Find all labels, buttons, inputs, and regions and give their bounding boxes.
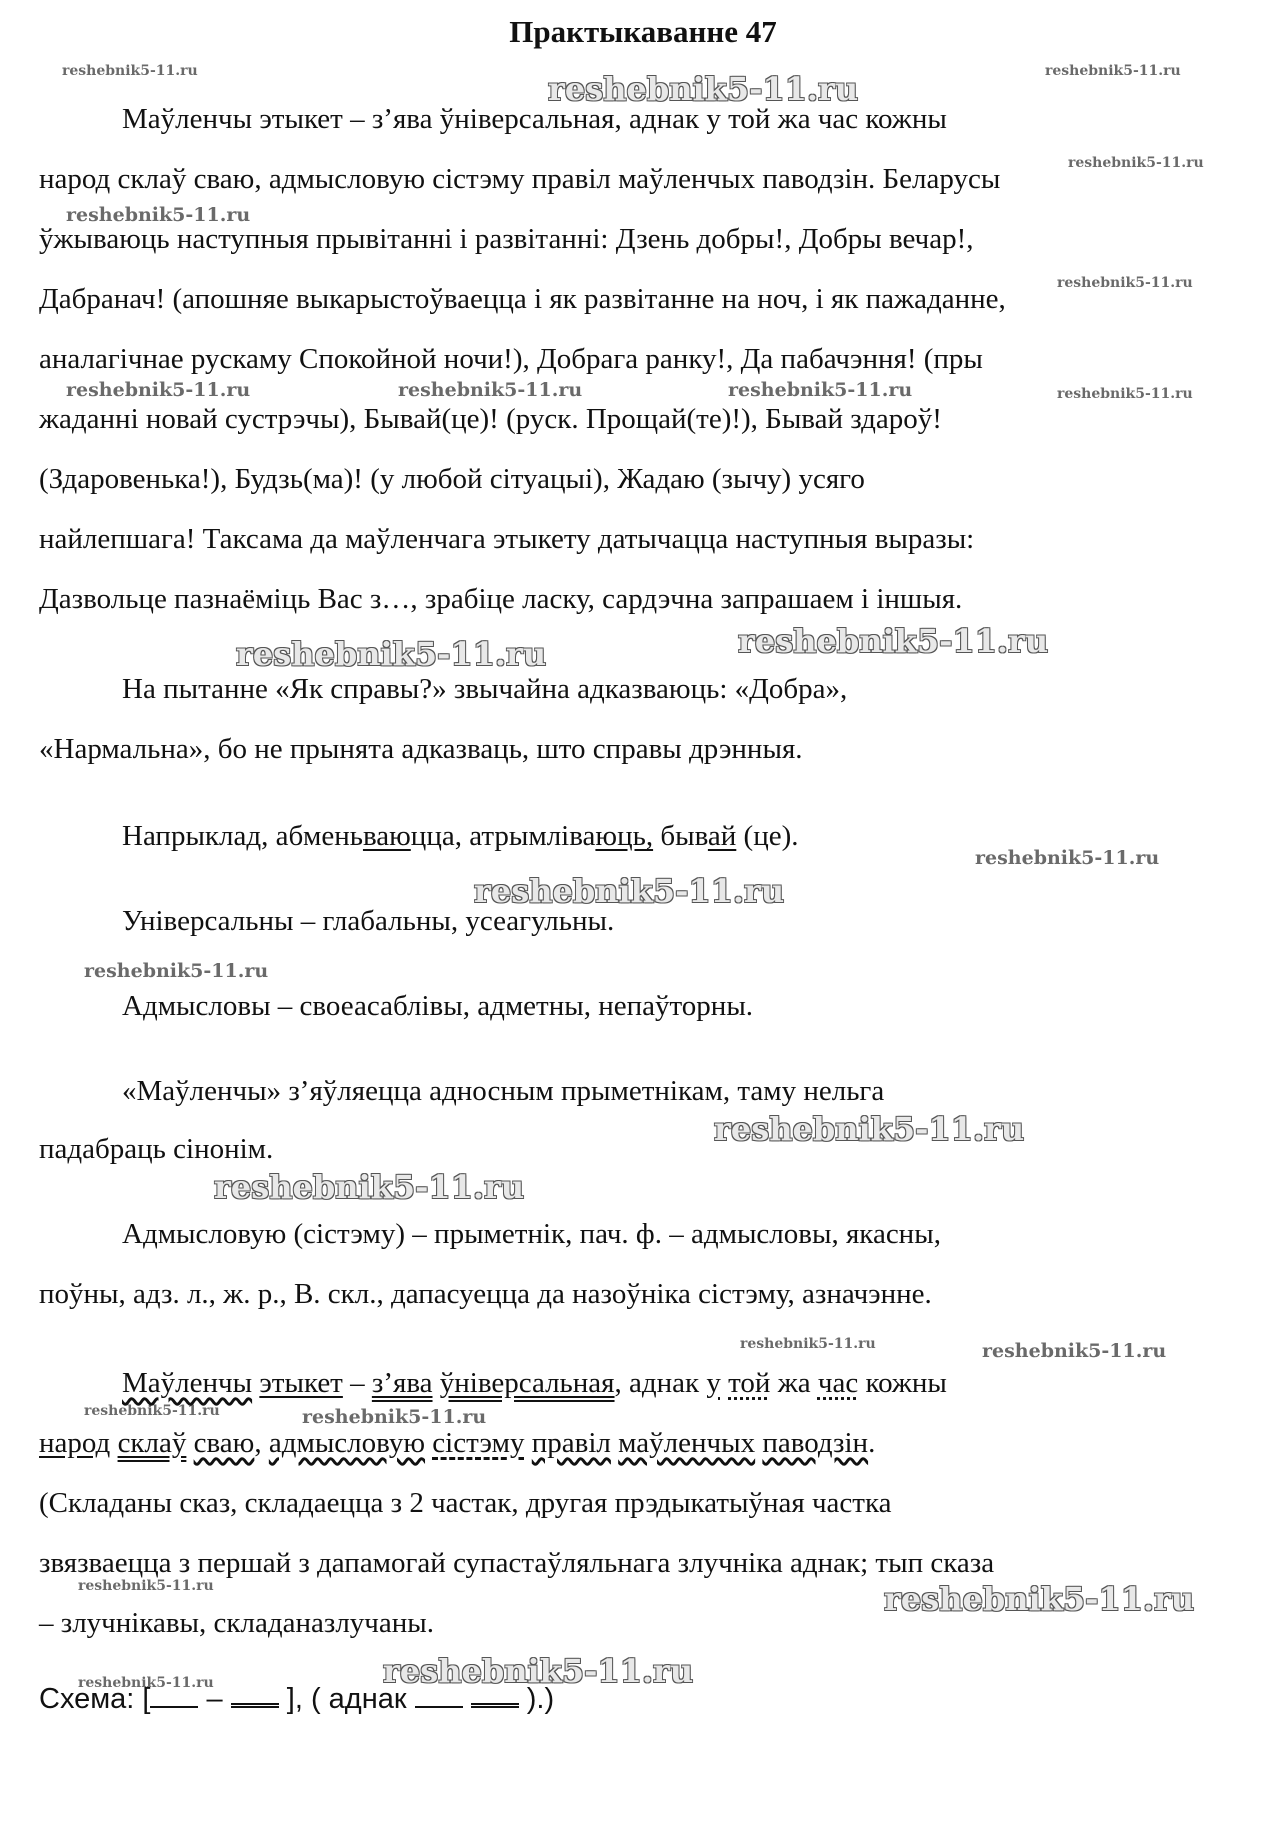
text: жа [770, 1367, 818, 1399]
text: – [342, 1367, 372, 1399]
predicate-blank [231, 1703, 279, 1708]
synonym-line: Адмысловы – своеасаблівы, адметны, непаўторны. [122, 990, 754, 1022]
watermark: reshebnik5-11.ru [78, 1675, 214, 1691]
text-line: народ склаў сваю, адмысловую сістэму правіл маўленчых паводзін. Беларусы [39, 163, 1001, 195]
watermark: reshebnik5-11.ru [548, 70, 859, 108]
subject-blank [150, 1706, 198, 1708]
text-line: найлепшага! Таксама да маўленчага этыкету датычацца наступныя выразы: [39, 523, 975, 555]
text: быв [653, 820, 708, 852]
watermark: reshebnik5-11.ru [474, 872, 785, 910]
parsed-sentence-line [122, 1367, 947, 1400]
text-line: Дабранач! (апошняе выкарыстоўваецца і як развітанне на ноч, і як пажаданне, [39, 283, 1006, 315]
parsed-sentence-line [39, 1427, 875, 1460]
object-word: сістэму [432, 1427, 525, 1459]
predicate-blank [471, 1703, 519, 1708]
subject-word: этыкет [259, 1367, 343, 1399]
text: кожны [858, 1367, 947, 1399]
text: цца, атрымліва [410, 820, 596, 852]
text-line: падабраць сінонім. [39, 1133, 274, 1165]
attribute-word: паводзін [762, 1427, 869, 1459]
watermark: reshebnik5-11.ru [714, 1110, 1025, 1148]
schema-middle: ], ( аднак [278, 1683, 415, 1715]
underlined-morpheme: ай [707, 820, 737, 852]
text: , [254, 1427, 269, 1459]
synonym-line: Універсальны – глабальны, усеагульны. [122, 905, 615, 937]
text-line: Адмысловую (сістэму) – прыметнік, пач. ф. – адмысловы, якасны, [122, 1218, 941, 1250]
adverbial-word: час [817, 1367, 859, 1399]
watermark: reshebnik5-11.ru [383, 1652, 694, 1690]
watermark: reshebnik5-11.ru [66, 379, 251, 401]
text-line: «Нармальна», бо не прынята адказваць, што справы дрэнныя. [39, 733, 803, 765]
sentence-schema [39, 1683, 554, 1716]
watermark: reshebnik5-11.ru [1045, 63, 1181, 79]
watermark: reshebnik5-11.ru [982, 1340, 1167, 1362]
text-line: (Складаны сказ, складаецца з 2 частак, другая прэдыкатыўная частка [39, 1487, 892, 1519]
text-line: ўжываюць наступныя прывітанні і развітанні: Дзень добры!, Добры вечар!, [39, 223, 974, 255]
attribute-word: Маўленчы [122, 1367, 253, 1399]
watermark: reshebnik5-11.ru [398, 379, 583, 401]
watermark: reshebnik5-11.ru [738, 622, 1049, 660]
text-line: (Здаровенька!), Будзь(ма)! (у любой сітуацыі), Жадаю (зычу) усяго [39, 463, 865, 495]
attribute-word: адмысловую [268, 1427, 426, 1459]
schema-label: Схема: [ [39, 1683, 151, 1715]
text-line: Дазвольце пазнаёміць Вас з…, зрабіце ласку, сардэчна запрашаем і іншыя. [39, 583, 963, 615]
text-line: жаданні новай сустрэчы), Бывай(це)! (руск. Прощай(те)!), Бывай здароў! [39, 403, 942, 435]
text-line: аналагічнае рускаму Спокойной ночи!), Добрага ранку!, Да пабачэння! (пры [39, 343, 983, 375]
watermark: reshebnik5-11.ru [78, 1578, 214, 1594]
underlined-morpheme: ваю [362, 820, 411, 852]
watermark: reshebnik5-11.ru [214, 1168, 525, 1206]
subject-word: народ [39, 1427, 111, 1459]
text: (це). [736, 820, 799, 852]
watermark: reshebnik5-11.ru [1057, 275, 1193, 291]
attribute-word: маўленчых [618, 1427, 756, 1459]
watermark: reshebnik5-11.ru [84, 960, 269, 982]
example-line [122, 820, 799, 853]
predicate-word: з’ява [371, 1367, 433, 1399]
watermark: reshebnik5-11.ru [1057, 386, 1193, 402]
text-line: звязваецца з першай з дапамогай супастаўляльнага злучніка аднак; тып сказа [39, 1547, 995, 1579]
text-line: поўны, адз. л., ж. р., В. скл., дапасуецца да назоўніка сістэму, азначэнне. [39, 1278, 932, 1310]
text-line: – злучнікавы, складаназлучаны. [39, 1607, 434, 1639]
schema-dash: – [198, 1683, 231, 1715]
attribute-word: правіл [531, 1427, 611, 1459]
watermark: reshebnik5-11.ru [62, 63, 198, 79]
watermark: reshebnik5-11.ru [1068, 155, 1204, 171]
predicate-word: ўніверсальная [439, 1367, 615, 1399]
text-line: «Маўленчы» з’яўляецца адносным прыметнікам, таму нельга [122, 1075, 885, 1107]
adverbial-word: у [706, 1367, 721, 1399]
watermark: reshebnik5-11.ru [66, 204, 251, 226]
watermark: reshebnik5-11.ru [740, 1336, 876, 1352]
watermark: reshebnik5-11.ru [884, 1580, 1195, 1618]
page-title: Практыкаванне 47 [509, 14, 777, 49]
watermark: reshebnik5-11.ru [975, 847, 1160, 869]
subject-blank [415, 1706, 463, 1708]
watermark: reshebnik5-11.ru [236, 635, 547, 673]
attribute-word: сваю [193, 1427, 255, 1459]
predicate-word: склаў [117, 1427, 187, 1459]
text: , аднак [614, 1367, 707, 1399]
underlined-morpheme: юць, [595, 820, 654, 852]
text: . [868, 1427, 876, 1459]
watermark: reshebnik5-11.ru [728, 379, 913, 401]
adverbial-word: той [728, 1367, 771, 1399]
schema-end: ).) [518, 1683, 555, 1715]
watermark: reshebnik5-11.ru [302, 1406, 487, 1428]
text-line: Маўленчы этыкет – з’ява ўніверсальная, аднак у той жа час кожны [122, 103, 947, 135]
text: Напрыклад, абмень [122, 820, 363, 852]
watermark: reshebnik5-11.ru [84, 1403, 220, 1419]
text-line: На пытанне «Як справы?» звычайна адказваюць: «Добра», [122, 673, 848, 705]
